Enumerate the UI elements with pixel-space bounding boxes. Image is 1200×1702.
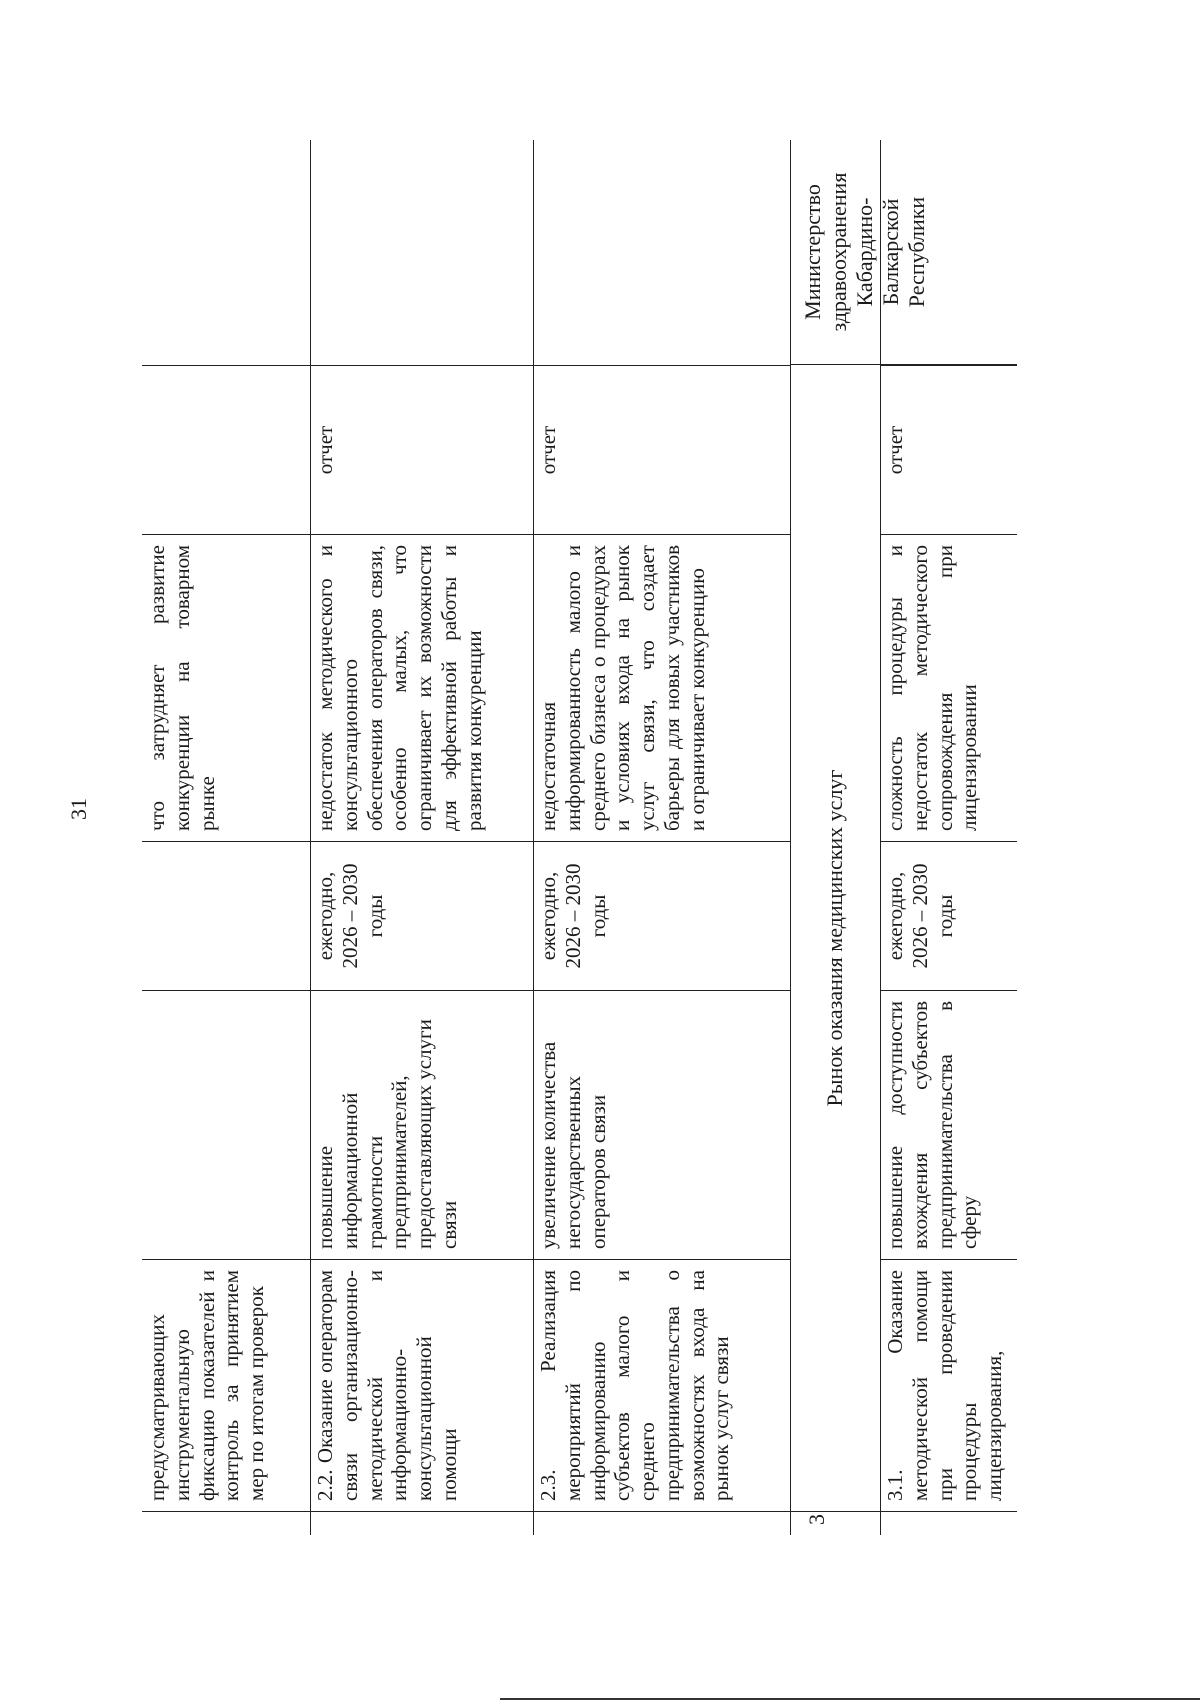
cell-term: ежегодно, 2026 – 2030 годы [880,841,1017,990]
cell-executor [142,140,310,365]
cell-result [142,990,310,1259]
cell-problem: что затрудняет развитие конкуренции на товарном рынке [142,534,310,841]
cell-num [533,1511,790,1535]
section-title: Рынок оказания медицинских услуг [822,769,847,1107]
table-row [533,140,791,1535]
cell-event: 3.1. Оказание методической помощи при проведении процедуры лицензирования, [880,1259,1017,1511]
cell-event: предусматривающих инструментальную фиксацию показателей и контроль за принятием мер по итогам проверок [142,1259,310,1511]
cell-report: отчет [880,365,1017,534]
cell-result: повышение доступности вхождения субъектов предпринимательства в сферу [880,990,1017,1259]
section-executor: Министерство здравоохранения Кабардино-Балкарской Республики [790,140,1017,365]
table-row [310,140,534,1535]
cell-result: повышение информационной грамотности предпринимателей, предоставляющих услуги связи [310,990,533,1259]
page-number: 31 [66,798,91,820]
cell-report [142,365,310,534]
cell-executor [533,140,790,365]
cell-num [142,1511,310,1535]
cell-report: отчет [533,365,790,534]
cell-problem: недостаточная информированность малого и среднего бизнеса о процедурах и условиях входа на рынок услуг связи, что создает барьеры для новых участников и ограничивает конкуренцию [533,534,790,841]
cell-result: увеличение количества негосударственных операторов связи [533,990,790,1259]
cell-term: ежегодно, 2026 – 2030 годы [310,841,533,990]
table-row [142,140,311,1535]
cell-num [310,1511,533,1535]
cell-event: 2.2. Оказание операторам связи организационно-методической и информационно-консультационной помощи [310,1259,533,1511]
table-row [880,140,1017,1535]
document-table [142,140,1017,1535]
cell-executor [310,140,533,365]
cell-report: отчет [310,365,533,534]
cell-problem: недостаток методического и консультационного обеспечения операторов связи, особенно малых, что ограничивает их возможности для эффективной работы и развития конкуренции [310,534,533,841]
cell-problem: сложность процедуры и недостаток методического сопровождения при лицензировании [880,534,1017,841]
cell-term: ежегодно, 2026 – 2030 годы [533,841,790,990]
cell-term [142,841,310,990]
scan-edge-line [500,1698,1200,1700]
cell-event: 2.3. Реализация мероприятий по информированию субъектов малого и среднего предпринимательства о возможностях входа на рынок услуг связи [533,1259,790,1511]
section-num: 3 [790,1511,1017,1535]
